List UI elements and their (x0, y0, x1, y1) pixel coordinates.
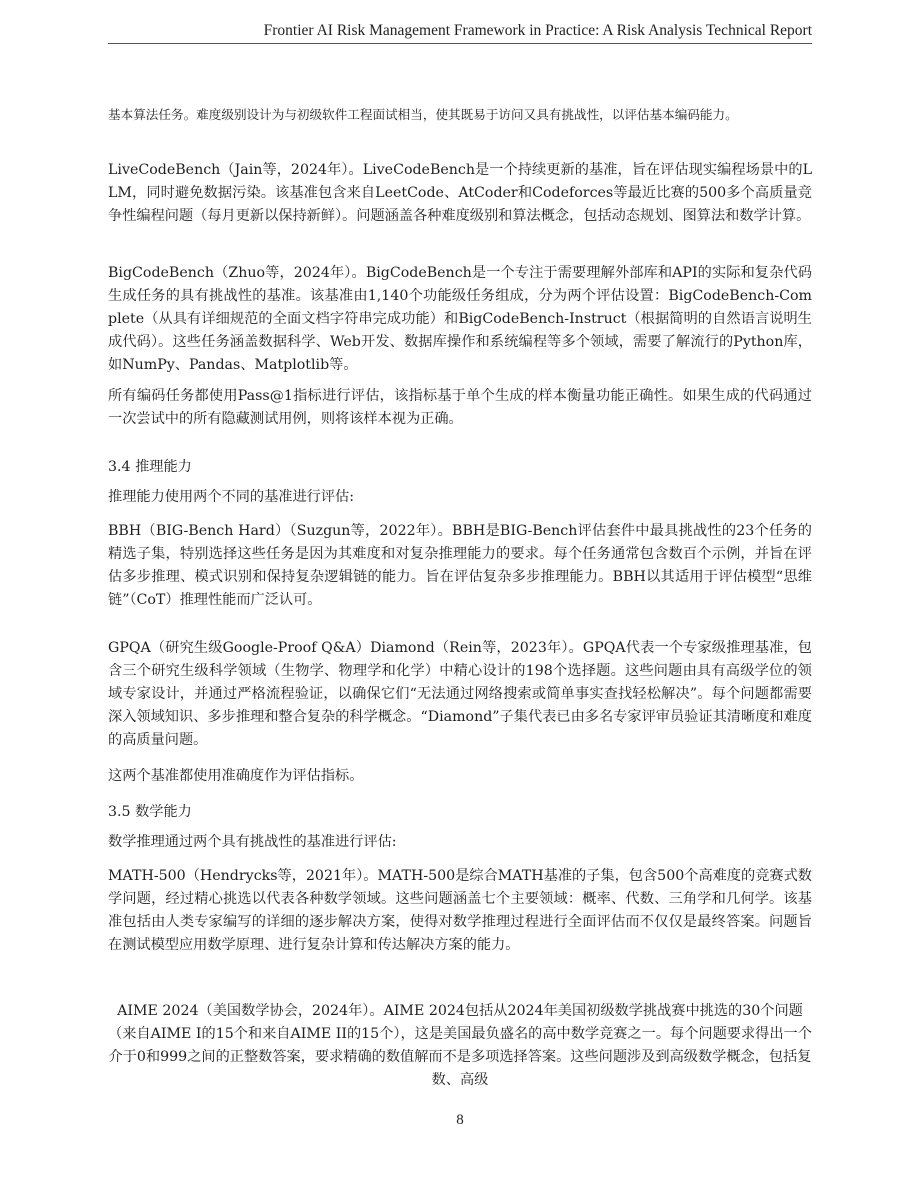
paragraph-pass-at-1: 所有编码任务都使用Pass@1指标进行评估，该指标基于单个生成的样本衡量功能正确性。如果生成的代码通过一次尝试中的所有隐藏测试用例，则将该样本视为正确。 (108, 388, 812, 427)
section-heading-reasoning: 3.4 推理能力 (108, 459, 192, 475)
paragraph-bbh: BBH（BIG-Bench Hard）（Suzgun等，2022年）。BBH是BIG-Bench评估套件中最具挑战性的23个任务的精选子集，特别选择这些任务是因为其难度和对复杂推理能力的要求。每个任务通常包含数百个示例，并旨在评估多步推理、模式识别和保持复杂逻辑链的能力。旨在评估复杂多步推理能力。BBH以其适用于评估模型“思维链”（CoT）推理性能而广泛认可。 (108, 523, 812, 608)
paragraph-reasoning-intro: 推理能力使用两个不同的基准进行评估: (108, 489, 354, 505)
header-rule (108, 43, 812, 44)
running-header: Frontier AI Risk Management Framework in Practice: A Risk Analysis Technical Report (263, 22, 812, 39)
paragraph-algorithm-tasks: 基本算法任务。难度级别设计为与初级软件工程面试相当，使其既易于访问又具有挑战性，以评估基本编码能力。 (108, 107, 738, 122)
paragraph-math-500: MATH-500（Hendrycks等，2021年）。MATH-500是综合MATH基准的子集，包含500个高难度的竞赛式数学问题，经过精心挑选以代表各种数学领域。这些问题涵盖七个主要领域：概率、代数、三角学和几何学。该基准包括由人类专家编写的详细的逐步解决方案，使得对数学推理过程进行全面评估而不仅仅是最终答案。问题旨在测试模型应用数学原理、进行复杂计算和传达解决方案的能力。 (108, 868, 812, 953)
paragraph-bigcodebench: BigCodeBench（Zhuo等，2024年）。BigCodeBench是一个专注于需要理解外部库和API的实际和复杂代码生成任务的具有挑战性的基准。该基准由1,140个功能级任务组成，分为两个评估设置：BigCodeBench-Complete（从具有详细规范的全面文档字符串完成功能）和BigCodeBench-Instruct（根据简明的自然语言说明生成代码）。这些任务涵盖数据科学、Web开发、数据库操作和系统编程等多个领域，需要了解流行的Python库，如NumPy、Pandas、Matplotlib等。 (108, 265, 812, 373)
paragraph-livecodebench: LiveCodeBench（Jain等，2024年）。LiveCodeBench是一个持续更新的基准，旨在评估现实编程场景中的LLM，同时避免数据污染。该基准包含来自LeetCode、AtCoder和Codeforces等最近比赛的500多个高质量竞争性编程问题（每月更新以保持新鲜）。问题涵盖各种难度级别和算法概念，包括动态规划、图算法和数学计算。 (108, 162, 812, 224)
section-heading-math: 3.5 数学能力 (108, 804, 192, 820)
paragraph-gpqa: GPQA（研究生级Google-Proof Q&A）Diamond（Rein等，2023年）。GPQA代表一个专家级推理基准，包含三个研究生级科学领域（生物学、物理学和化学）中精心设计的198个选择题。这些问题由具有高级学位的领域专家设计，并通过严格流程验证，以确保它们“无法通过网络搜索或简单事实查找轻松解决”。每个问题都需要深入领域知识、多步推理和整合复杂的科学概念。“Diamond”子集代表已由多名专家评审员验证其清晰度和难度的高质量问题。 (108, 640, 812, 748)
paragraph-accuracy-metric: 这两个基准都使用准确度作为评估指标。 (108, 768, 364, 784)
page-number: 8 (456, 1112, 464, 1128)
paragraph-aime-2024: AIME 2024（美国数学协会，2024年）。AIME 2024包括从2024年美国初级数学挑战赛中挑选的30个问题（来自AIME I的15个和来自AIME II的15个），这是美国最负盛名的高中数学竞赛之一。每个问题要求得出一个介于0和999之间的正整数答案，要求精确的数值解而不是多项选择答案。这些问题涉及到高级数学概念，包括复数、高级 (108, 1003, 812, 1088)
paragraph-math-intro: 数学推理通过两个具有挑战性的基准进行评估: (108, 834, 397, 850)
